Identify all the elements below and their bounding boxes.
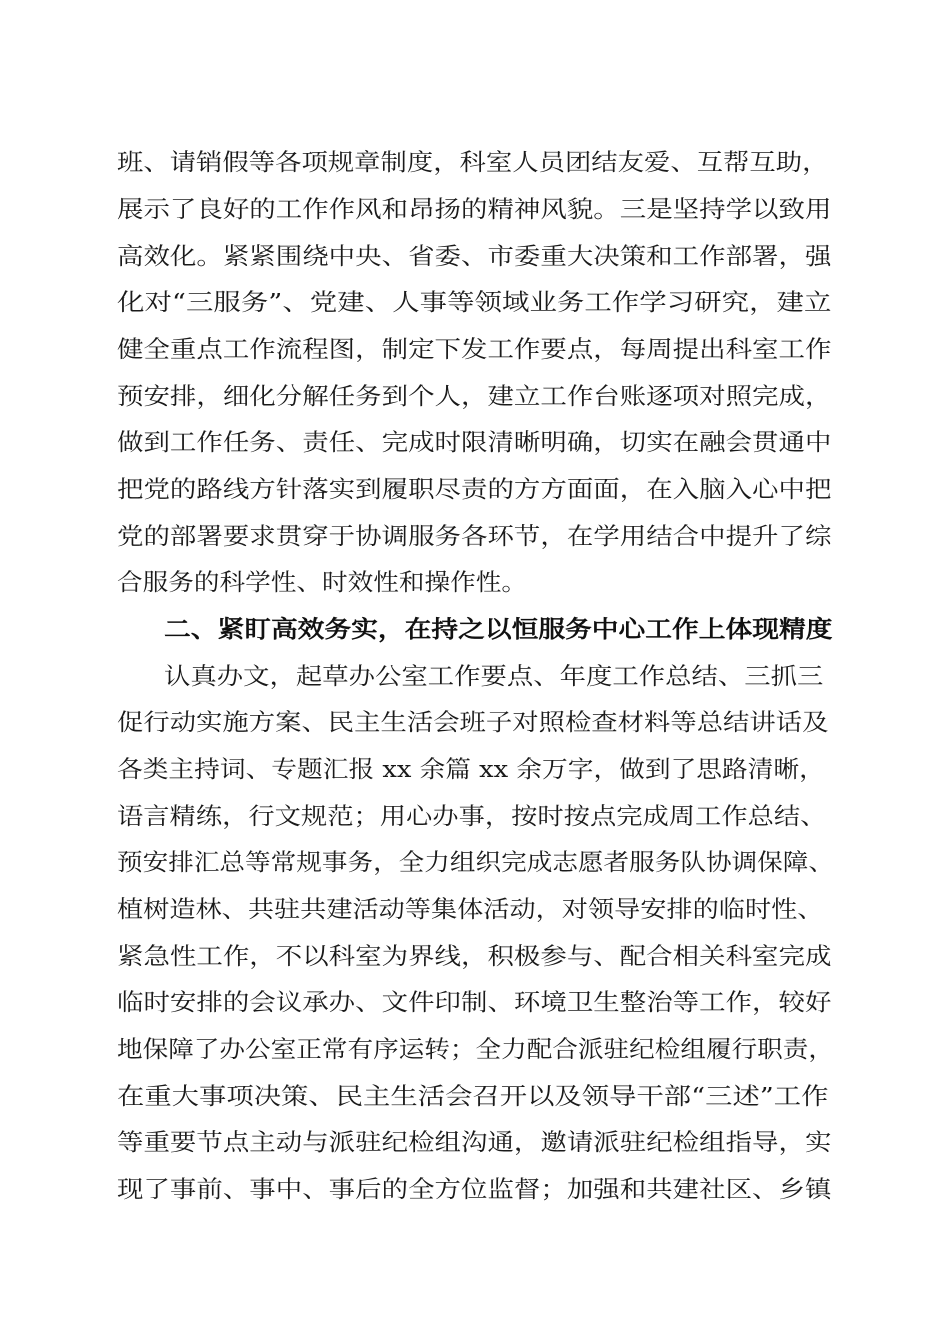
line-text: 认真办文，起草办公室工作要点、年度工作总结、三抓三: [164, 662, 824, 690]
line-text: 各类主持词、专题汇报 xx 余篇 xx 余万字，做到了思路清晰，: [117, 755, 825, 783]
text-line: [0, 420, 950, 464]
line-text: 植树造林、共驻共建活动等集体活动，对领导安排的临时性、: [117, 895, 824, 923]
text-line: [0, 1027, 950, 1071]
line-text: 合服务的科学性、时效性和操作性。: [117, 568, 527, 596]
line-text: 紧急性工作，不以科室为界线，积极参与、配合相关科室完成: [117, 942, 832, 970]
text-line: [0, 327, 950, 371]
text-line: [0, 560, 950, 604]
text-line: [0, 467, 950, 511]
line-text: 语言精练，行文规范；用心办事，按时按点完成周工作总结、: [117, 802, 827, 830]
text-line: [0, 1167, 950, 1211]
line-text: 等重要节点主动与派驻纪检组沟通，邀请派驻纪检组指导，实: [117, 1128, 832, 1156]
text-line: [0, 887, 950, 931]
text-line: [0, 794, 950, 838]
line-text: 预安排，细化分解任务到个人，建立工作台账逐项对照完成，: [117, 382, 832, 410]
text-line: [0, 1074, 950, 1118]
text-line: [0, 1120, 950, 1164]
line-text: 展示了良好的工作作风和昂扬的精神风貌。三是坚持学以致用: [117, 195, 832, 223]
text-line: [0, 934, 950, 978]
text-line: [0, 187, 950, 231]
text-line: [0, 980, 950, 1024]
text-line: [0, 654, 950, 698]
text-line: [0, 234, 950, 278]
line-text: 在重大事项决策、民主生活会召开以及领导干部“三述”工作: [117, 1082, 829, 1110]
line-text: 健全重点工作流程图，制定下发工作要点，每周提出科室工作: [117, 335, 832, 363]
line-text: 党的部署要求贯穿于协调服务各环节，在学用结合中提升了综: [117, 522, 832, 550]
line-text: 地保障了办公室正常有序运转；全力配合派驻纪检组履行职责，: [117, 1035, 834, 1063]
text-line: [0, 700, 950, 744]
heading-text: 二、紧盯高效务实，在持之以恒服务中心工作上体现精度: [164, 615, 833, 643]
line-text: 临时安排的会议承办、文件印制、环境卫生整治等工作，较好: [117, 988, 832, 1016]
line-text: 把党的路线方针落实到履职尽责的方方面面，在入脑入心中把: [117, 475, 832, 503]
text-line: [0, 140, 950, 184]
text-line: [0, 747, 950, 791]
line-text: 化对“三服务”、党建、人事等领域业务工作学习研究，建立: [117, 288, 832, 316]
text-line: [0, 840, 950, 884]
line-text: 做到工作任务、责任、完成时限清晰明确，切实在融会贯通中: [117, 428, 832, 456]
line-text: 班、请销假等各项规章制度，科室人员团结友爱、互帮互助，: [117, 148, 829, 176]
text-line: [0, 280, 950, 324]
line-text: 高效化。紧紧围绕中央、省委、市委重大决策和工作部署，强: [117, 242, 832, 270]
line-text: 促行动实施方案、民主生活会班子对照检查材料等总结讲话及: [117, 708, 829, 736]
line-text: 预安排汇总等常规事务，全力组织完成志愿者服务队协调保障、: [117, 848, 834, 876]
line-text: 现了事前、事中、事后的全方位监督；加强和共建社区、乡镇: [117, 1175, 832, 1203]
text-line: [0, 514, 950, 558]
text-line: [0, 374, 950, 418]
section-heading: [0, 607, 950, 651]
